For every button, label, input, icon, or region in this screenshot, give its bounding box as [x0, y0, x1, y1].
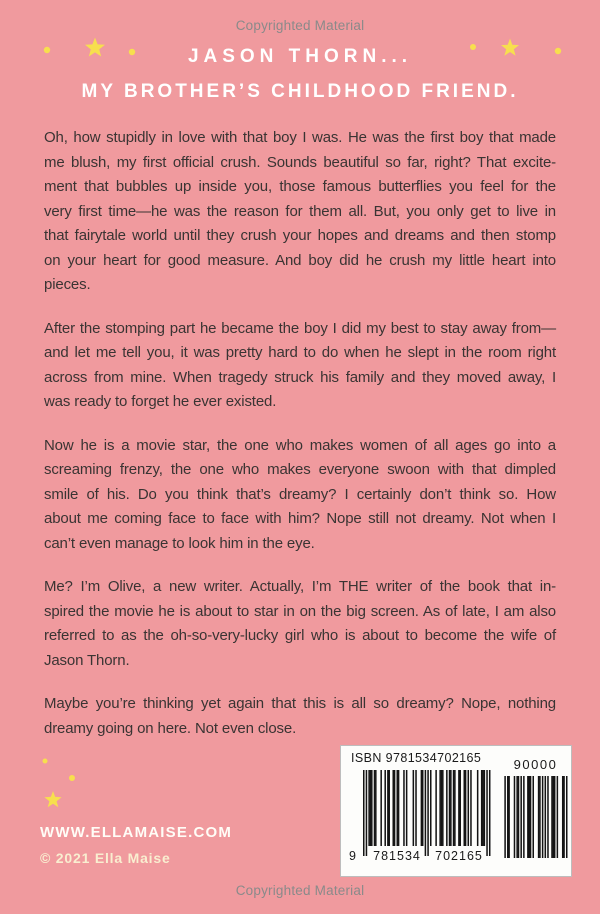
- blurb-line: Jason Thorn.: [44, 651, 130, 669]
- copyright-line: © 2021 Ella Maise: [40, 850, 171, 866]
- blurb-line: was ready to forget he ever existed.: [44, 393, 277, 410]
- dot-icon: [69, 775, 75, 781]
- isbn-label: ISBN 9781534702165: [351, 751, 482, 765]
- copyright-watermark-bottom: Copyrighted Material: [235, 883, 365, 898]
- ean5-supplement-barcode: [503, 776, 568, 858]
- back-cover-title: [0, 39, 600, 109]
- blurb-line: that fairytale world until they crush your hopes and dreams and then stomp: [44, 227, 556, 244]
- blurb-line: very first time—he was the reason for them all. But, you only get to live in: [44, 202, 556, 220]
- barcode-digit-group1: 781534: [373, 849, 421, 863]
- blurb-paragraph: [44, 434, 556, 557]
- blurb-paragraph: [44, 126, 556, 298]
- blurb-line: smile of his. Do you think that’s dreamy? I certainly don’t think so. How: [44, 485, 556, 503]
- blurb-line: Now he is a movie star, the one who makes women of all ages go into a: [44, 436, 556, 454]
- title-line-1: JASON THORN...: [187, 46, 413, 67]
- blurb-line: pieces.: [44, 276, 91, 293]
- blurb-paragraph: [44, 317, 556, 415]
- copyright-watermark-top: Copyrighted Material: [235, 18, 365, 33]
- blurb-line: dreamy going on here. Not even close.: [44, 719, 297, 737]
- blurb-line: spired the movie he is about to star in on the big screen. As of late, I am also: [44, 602, 556, 620]
- blurb-line: ment that bubbles up inside you, those famous butterflies you feel for the: [44, 178, 556, 195]
- title-line-2: MY BROTHER’S CHILDHOOD FRIEND.: [81, 81, 519, 102]
- blurb-line: about me coming face to face with him? Nope still not dreamy. Not when I: [44, 510, 556, 527]
- ean13-barcode: [363, 770, 491, 856]
- blurb-line: me blush, my first official crush. Sounds beautiful so far, right? That excite-: [44, 153, 556, 171]
- blurb-line: can’t even manage to look him in the eye.: [44, 534, 315, 552]
- barcode-digit-lead: 9: [349, 849, 357, 863]
- blurb-line: Me? I’m Olive, a new writer. Actually, I’m THE writer of the book that in-: [44, 578, 556, 595]
- blurb-line: and let me tell you, it was pretty hard to do when he slept in the room right: [44, 344, 556, 361]
- blurb-line: on your heart for good measure. And boy did he crush my little heart into: [44, 251, 556, 269]
- blurb-line: After the stomping part he became the boy I did my best to stay away from—: [44, 319, 556, 337]
- blurb-paragraph: [44, 575, 556, 673]
- barcode-supplement-number: 90000: [513, 757, 558, 772]
- blurb-line: Maybe you’re thinking yet again that this is all so dreamy? Nope, nothing: [44, 695, 556, 712]
- blurb-text: [44, 126, 556, 760]
- blurb-line: Oh, how stupidly in love with that boy I was. He was the first boy that made: [44, 129, 556, 146]
- blurb-line: referred to as the oh-so-very-lucky girl who is about to become the wife of: [44, 627, 556, 644]
- barcode-digit-group2: 702165: [435, 849, 483, 863]
- blurb-paragraph: [44, 692, 556, 741]
- blurb-line: across from mine. When tragedy struck his family and they moved away, I: [44, 368, 556, 386]
- star-icon: [44, 791, 61, 807]
- blurb-line: screaming frenzy, the one who makes everyone swoon with that dimpled: [44, 461, 556, 478]
- barcode-panel: [340, 745, 572, 877]
- author-website: WWW.ELLAMAISE.COM: [40, 824, 233, 841]
